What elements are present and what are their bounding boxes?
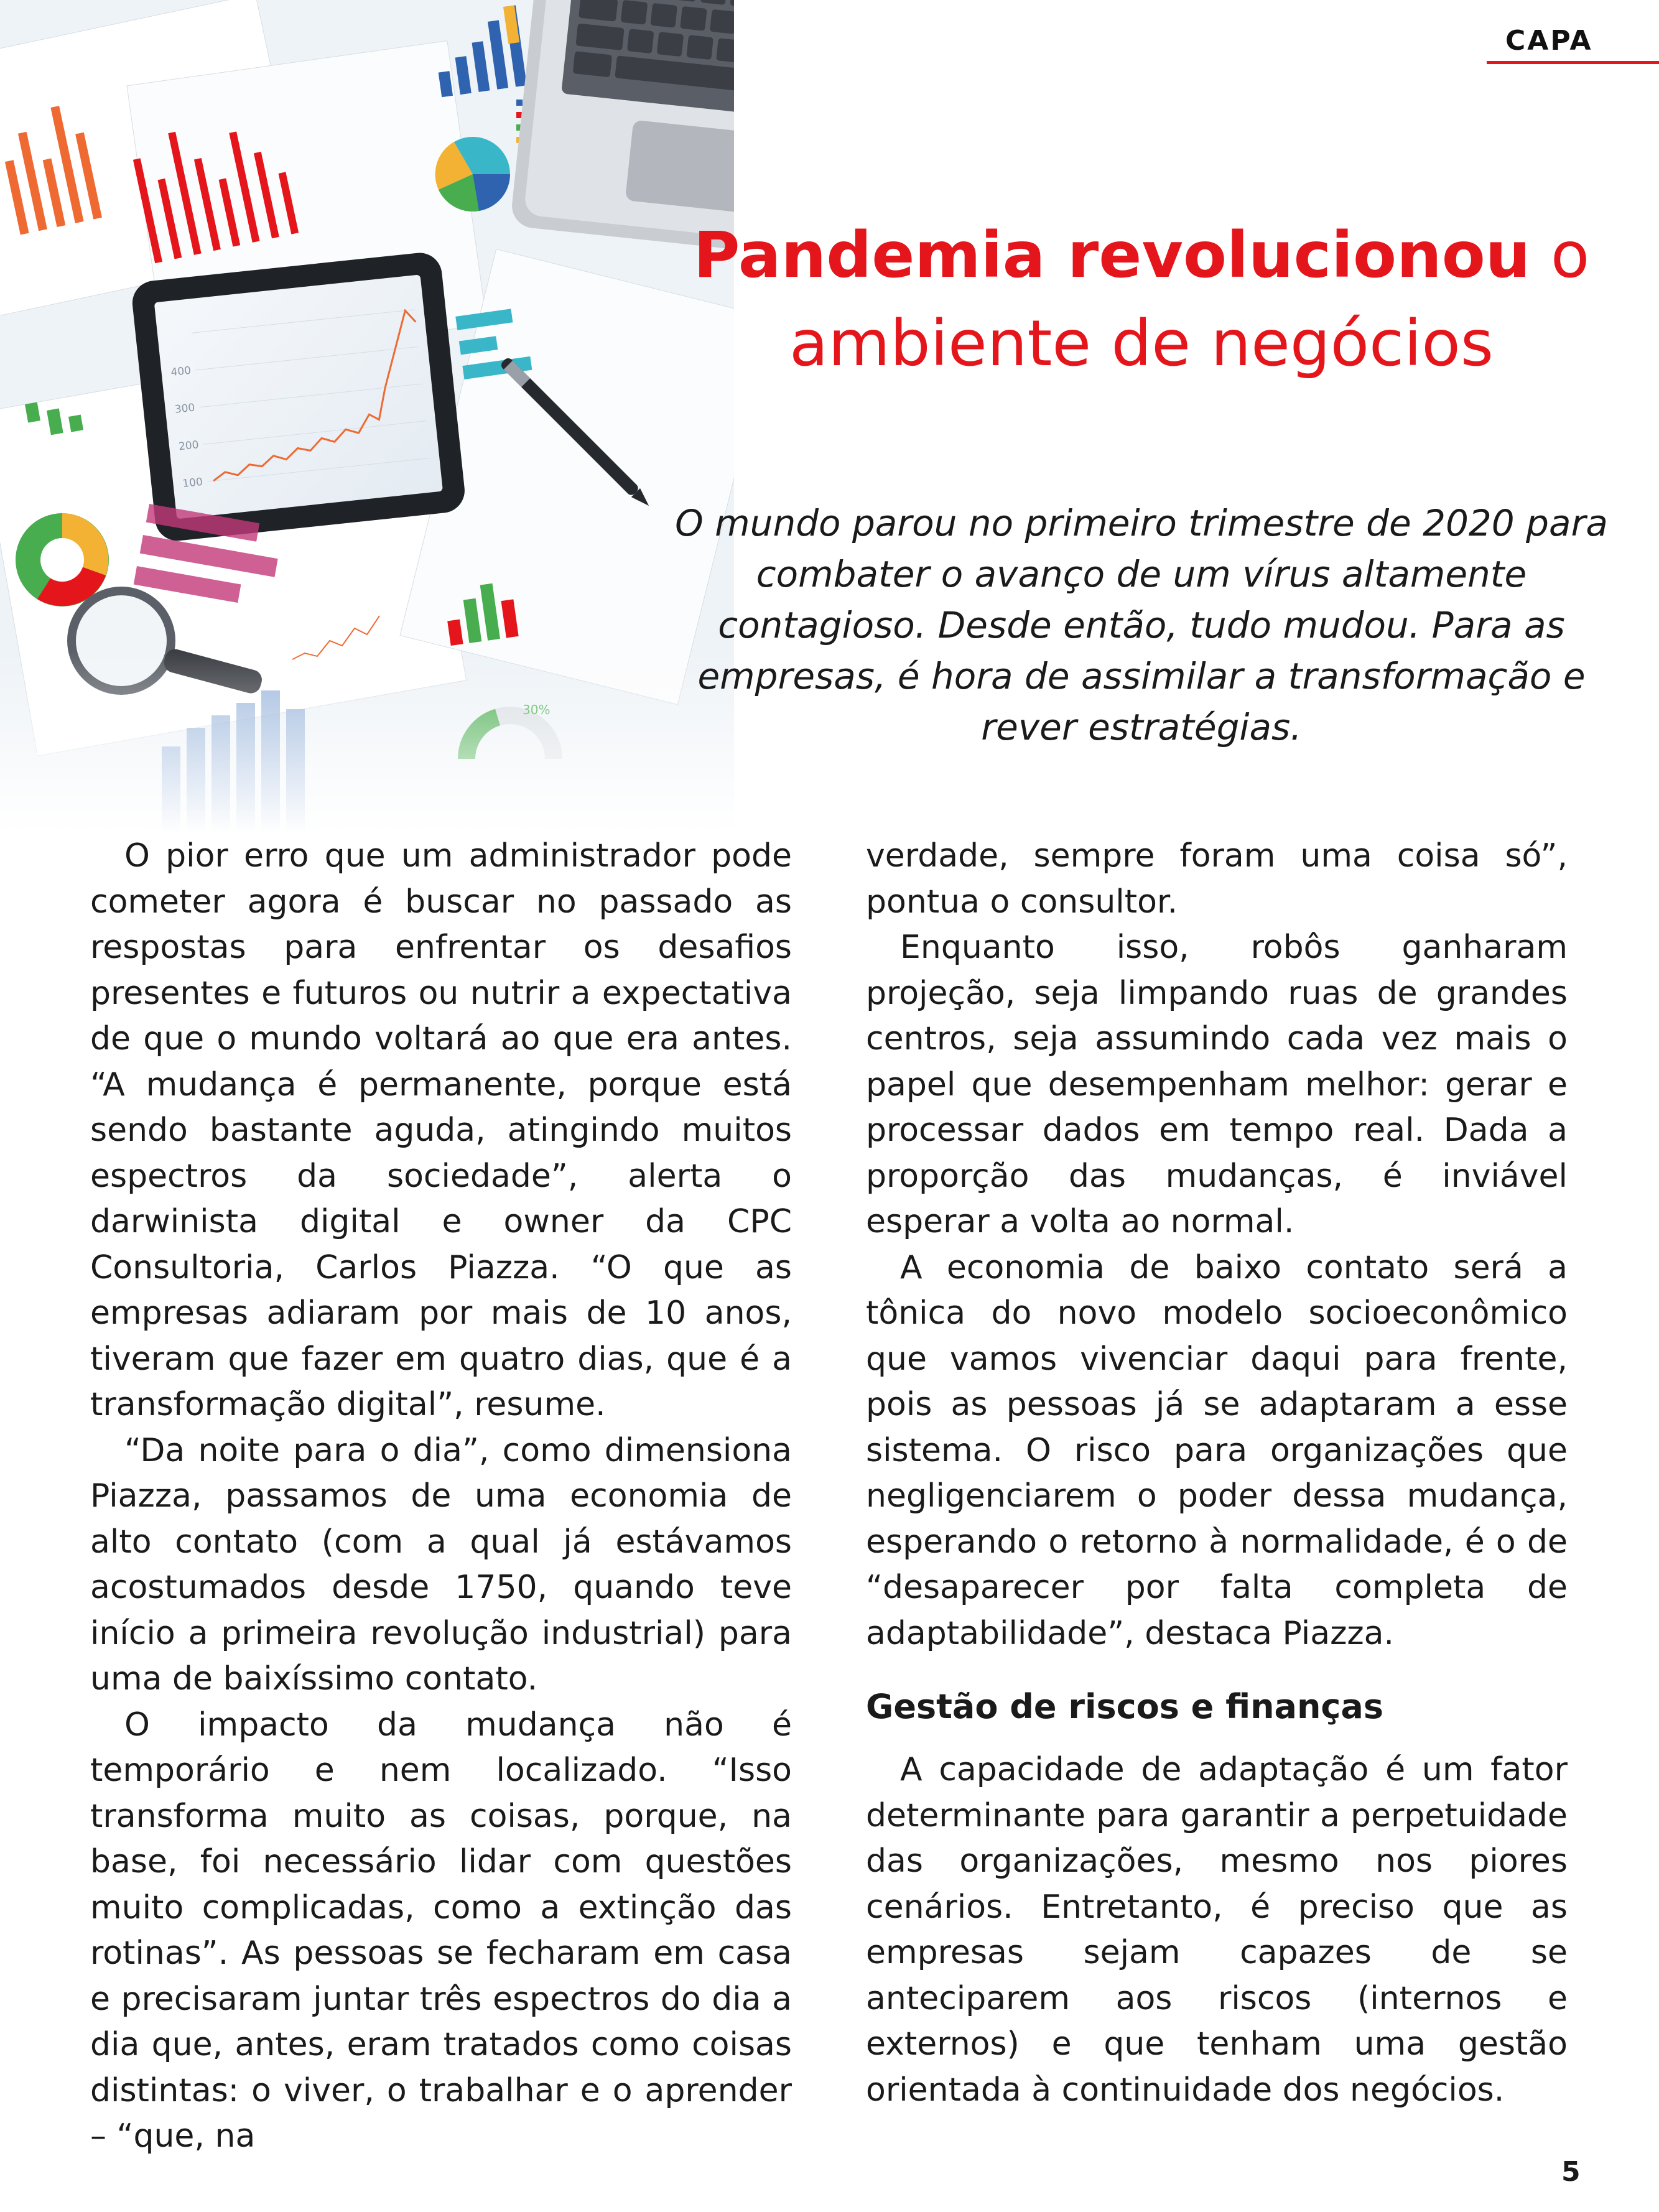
paragraph: A economia de baixo contato será a tônica do novo modelo socioeconômico que vamos vivenciar daqui para frente, pois as pessoas já se adaptaram a esse sistema. O risco para organizações que negligenciarem o poder dessa mudança, esperando o retorno à normalidade, é o de “desaparecer por falta completa de adaptabilidade”, destaca Piazza. (866, 1248, 1568, 1652)
section-rule (1487, 61, 1659, 64)
paragraph-continuation: verdade, sempre foram uma coisa só”, pontua o consultor. (866, 837, 1568, 921)
section-tag: CAPA (1505, 25, 1593, 57)
subheading: Gestão de riscos e finanças (866, 1687, 1384, 1726)
business-charts-illustration (0, 0, 734, 834)
column-left (90, 834, 792, 2160)
headline-bold: Pandemia revolucionou (693, 218, 1531, 292)
paragraph: O impacto da mudança não é temporário e nem localizado. “Isso transforma muito as coisas, porque, na base, foi necessário lidar com questões muito complicadas, como a extinção das rotinas”. As pessoas se fecharam em casa e precisaram juntar três espectros do dia a dia que, antes, eram tratados como coisas distintas: o viver, o trabalhar e o aprender – “que, na (90, 1706, 792, 2155)
paragraph: “Da noite para o dia”, como dimensiona Piazza, passamos de uma economia de alto contato (com a qual já estávamos acostumados desde 1750, quando teve início a primeira revolução industrial) para uma de baixíssimo contato. (90, 1431, 792, 1698)
column-right (866, 834, 1568, 2113)
paragraph: Enquanto isso, robôs ganharam projeção, seja limpando ruas de grandes centros, seja assumindo cada vez mais o papel que desempenham melhor: gerar e processar dados em tempo real. Dada a proporção das mudanças, é inviável esperar a volta ao normal. (866, 929, 1568, 1240)
paragraph: O pior erro que um administrador pode cometer agora é buscar no passado as respostas para enfrentar os desafios presentes e futuros ou nutrir a expectativa de que o mundo voltará ao que era antes. “A mudança é permanente, porque está sendo bastante aguda, atingindo muitos espectros da sociedade”, alerta o darwinista digital e owner da CPC Consultoria, Carlos Piazza. “O que as empresas adiaram por mais de 10 anos, tiveram que fazer em quatro dias, que é a transformação digital”, resume. (90, 837, 792, 1423)
headline-rest: o ambiente de negócios (789, 218, 1590, 381)
headline (659, 211, 1624, 388)
page-number: 5 (1561, 2156, 1581, 2188)
lead-paragraph: O mundo parou no primeiro trimestre de 2020 para combater o avanço de um vírus altamente contagioso. Desde então, tudo mudou. Para as empresas, é hora de assimilar a transformação e rever estratégias. (675, 502, 1608, 748)
paragraph: A capacidade de adaptação é um fator determinante para garantir a perpetuidade das organizações, mesmo nos piores cenários. Entretanto, é preciso que as empresas sejam capazes de se anteciparem aos riscos (internos e externos) e que tenham uma gestão orientada à continuidade dos negócios. (866, 1751, 1568, 2109)
